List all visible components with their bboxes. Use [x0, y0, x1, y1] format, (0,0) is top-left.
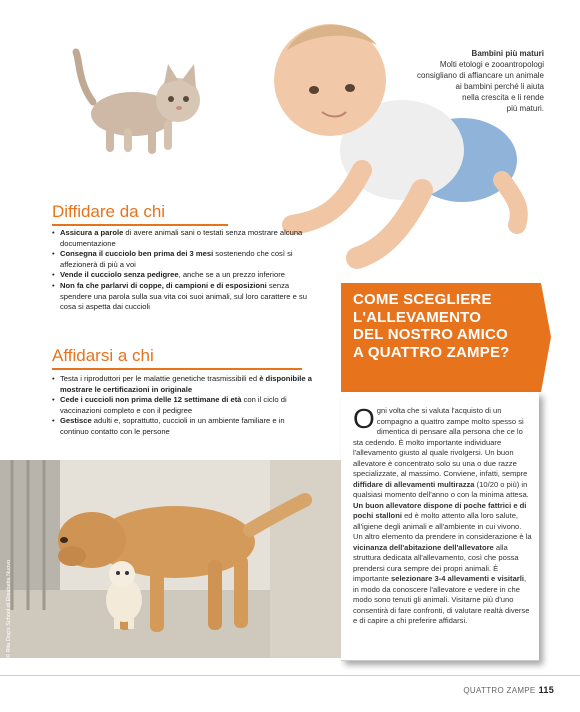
diffidare-title: Diffidare da chi [52, 202, 166, 221]
photo-credit [6, 528, 20, 658]
caption-line: più maturi. [506, 104, 544, 113]
caption-line: Molti etologi e zooantropologi [439, 60, 544, 69]
article-title: COME SCEGLIERE L'ALLEVAMENTO DEL NOSTRO AMICO A QUATTRO ZAMPE? [353, 291, 510, 361]
footer-rule [0, 675, 580, 676]
article-body: Ogni volta che si valuta l'acquisto di un compagno a quattro zampe molto spesso si dimentica di pensare alla persona che ce lo sta cedendo. È molto importante individuare l'allevamento giusto al quale rivolgersi. Un buon allevatore è concentrato solo su una o due razze specializzate, al massimo. Conviene, infatti, sempre diffidare di allevamenti multirazza (10/20 o più) in qualsiasi momento dell'anno o con la minima attesa. Un buon allevatore dispone di poche fattrici e di pochi stalloni ed è molto attento alla loro salute, all'igiene degli animali e all'ambiente in cui vivono. Un altro elemento da prendere in considerazione è la vicinanza dell'abitazione dell'allevatore alla struttura dedicata all'allevamento, così che possa prendersi cura sempre dei propri animali. È importante selezionare 3-4 allevamenti e visitarli, in modo da conoscere l'allevatore e vedere in che modo sono tenuti gli animali. Visitarne più d'uno consentirà di fare confronti, di valutare realtà diverse e di capire a chi preferire affidarsi. [353, 403, 532, 625]
list-item: • Gestisce adulti e, soprattutto, cuccioli in un ambiente familiare e in continuo contatto con le persone [52, 416, 314, 437]
caption-line: nella crescita e li rende [462, 93, 544, 102]
affidarsi-title: Affidarsi a chi [52, 346, 154, 365]
list-item: • Testa i riproduttori per le malattie genetiche trasmissibili ed è disponibile a mostrare le certificazioni in originale [52, 374, 314, 395]
diffidare-section [52, 202, 302, 226]
photo-credit-text: © Rita Dog's School di Elisabetta Nuovo [6, 559, 12, 658]
photo-caption [402, 48, 544, 114]
caption-line: consigliano di affiancare un animale [416, 71, 544, 80]
affidarsi-rule [52, 368, 302, 370]
drop-cap: O [353, 403, 375, 434]
caption-line: ai bambini perché li aiuta [455, 82, 544, 91]
dog-photo [0, 460, 341, 658]
list-item: • Consegna il cucciolo ben prima dei 3 mesi sostenendo che così si affezionerà di più a voi [52, 249, 307, 270]
list-item: • Cede i cuccioli non prima delle 12 settimane di età con il ciclo di vaccinazioni completo e con il pedigree [52, 395, 314, 416]
box-arrow [541, 283, 551, 392]
article-box [341, 392, 539, 661]
magazine-name: QUATTRO ZAMPE [463, 686, 536, 695]
diffidare-list [52, 228, 307, 313]
affidarsi-section [52, 346, 312, 370]
caption-title: Bambini più maturi [471, 49, 544, 58]
kitten-photo [68, 42, 206, 160]
list-item: • Vende il cucciolo senza pedigree, anche se a un prezzo inferiore [52, 270, 307, 281]
page-footer [463, 685, 554, 695]
diffidare-rule [52, 224, 228, 226]
dog-photo-illustration [0, 460, 341, 658]
affidarsi-list [52, 374, 314, 438]
page-number: 115 [538, 685, 554, 695]
article-title-box [341, 283, 541, 392]
list-item: • Assicura a parole di avere animali sani o testati senza mostrare alcuna documentazione [52, 228, 307, 249]
list-item: • Non fa che parlarvi di coppe, di campioni e di esposizioni senza spendere una parola sulla sua vita coi suoi animali, sul loro carattere e su cosa si aspetta dai cuccioli [52, 281, 307, 313]
